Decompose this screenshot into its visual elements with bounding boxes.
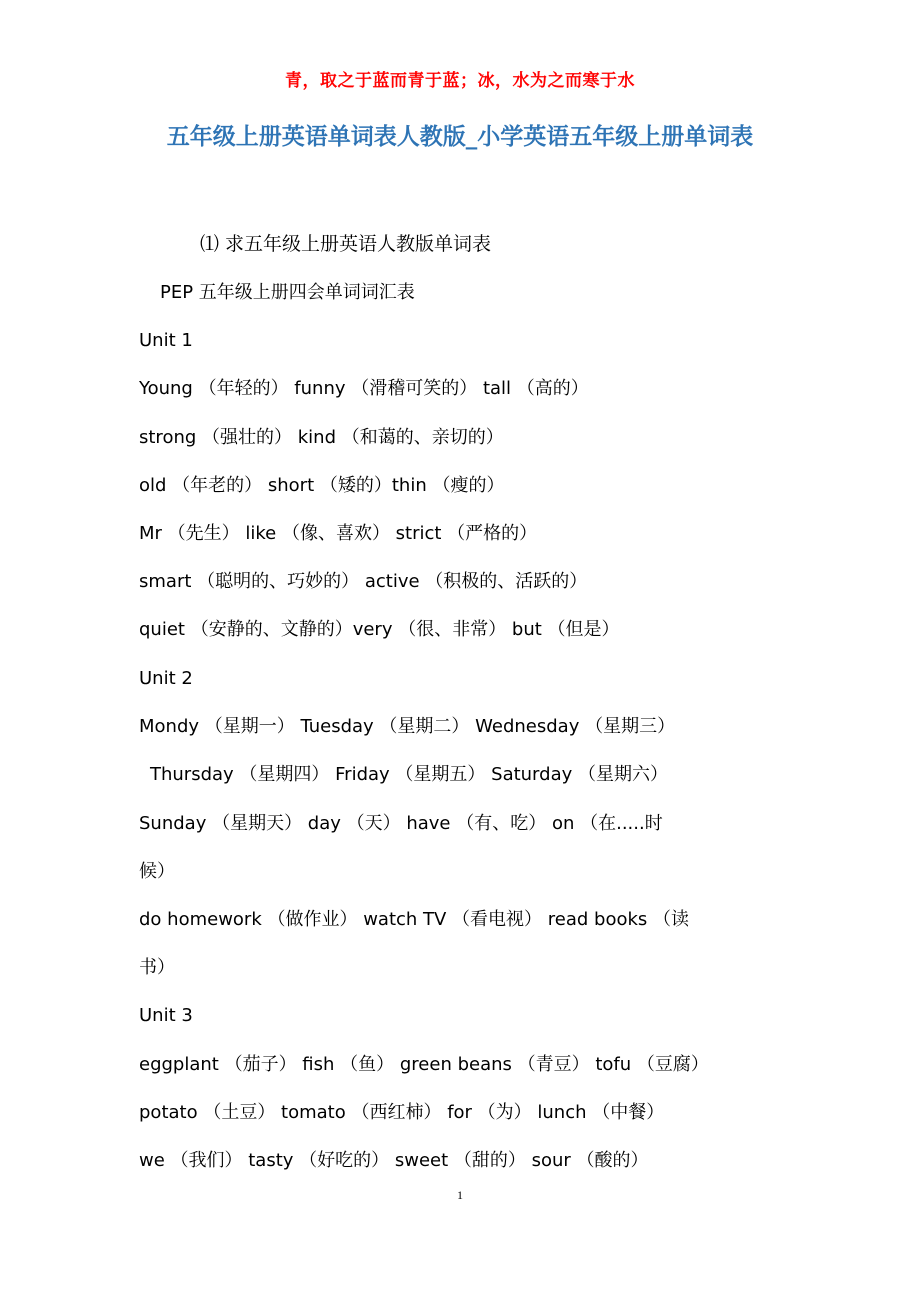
unit-heading-1: Unit 1 bbox=[139, 330, 193, 351]
vocab-line: Thursday （星期四） Friday （星期五） Saturday （星期六） bbox=[150, 764, 668, 785]
unit-heading-3: Unit 3 bbox=[139, 1005, 193, 1026]
vocab-line: do homework （做作业） watch TV （看电视） read books （读 bbox=[139, 909, 690, 930]
subheading: PEP 五年级上册四会单词词汇表 bbox=[160, 282, 415, 303]
unit-heading-2: Unit 2 bbox=[139, 668, 193, 689]
vocab-line: eggplant （茄子） fish （鱼） green beans （青豆） tofu （豆腐） bbox=[139, 1054, 709, 1075]
page-number: 1 bbox=[457, 1188, 463, 1202]
vocab-line: old （年老的） short （矮的）thin （瘦的） bbox=[139, 475, 505, 496]
vocab-line: strong （强壮的） kind （和蔼的、亲切的） bbox=[139, 427, 504, 448]
vocab-line: Mondy （星期一） Tuesday （星期二） Wednesday （星期三） bbox=[139, 716, 676, 737]
vocab-line: Young （年轻的） funny （滑稽可笑的） tall （高的） bbox=[139, 378, 589, 399]
vocab-line: Mr （先生） like （像、喜欢） strict （严格的） bbox=[139, 523, 538, 544]
section-heading: ⑴ 求五年级上册英语人教版单词表 bbox=[200, 233, 492, 255]
vocab-line: potato （土豆） tomato （西红柿） for （为） lunch （中餐） bbox=[139, 1102, 665, 1123]
vocab-line-continuation: 书） bbox=[139, 957, 175, 978]
vocab-line: Sunday （星期天） day （天） have （有、吃） on （在.....时 bbox=[139, 813, 663, 834]
vocab-line: we （我们） tasty （好吃的） sweet （甜的） sour （酸的） bbox=[139, 1150, 649, 1171]
header-motto: 青，取之于蓝而青于蓝；冰，水为之而寒于水 bbox=[285, 71, 635, 91]
document-title: 五年级上册英语单词表人教版_小学英语五年级上册单词表 bbox=[166, 124, 754, 150]
vocab-line: quiet （安静的、文静的）very （很、非常） but （但是） bbox=[139, 619, 620, 640]
vocab-line: smart （聪明的、巧妙的） active （积极的、活跃的） bbox=[139, 571, 588, 592]
vocab-line-continuation: 候） bbox=[139, 861, 175, 882]
